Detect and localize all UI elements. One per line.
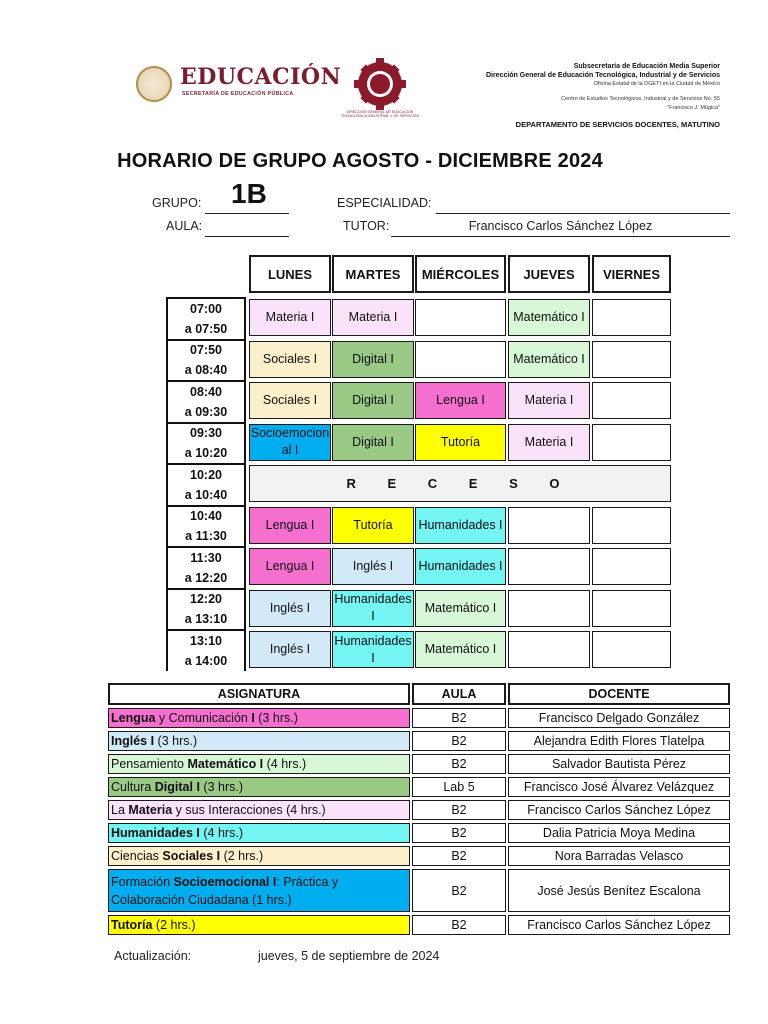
subject-text: Cultura [111, 780, 155, 794]
header-line-4: Centro de Estudios Tecnológicos, Industrial y de Servicios No. 55 [561, 96, 720, 102]
empty-cell [508, 590, 590, 627]
empty-cell [592, 341, 671, 378]
especialidad-label: ESPECIALIDAD: [337, 196, 432, 210]
logo-subtitle: SECRETARÍA DE EDUCACIÓN PÚBLICA [182, 91, 294, 97]
docente-cell: Alejandra Edith Flores Tlatelpa [508, 731, 730, 751]
subject-name [111, 916, 196, 934]
class-cell: Inglés I [249, 631, 331, 668]
day-header-4: VIERNES [592, 255, 671, 293]
subject-text: (3 hrs.) [254, 711, 298, 725]
subject-cell [108, 800, 410, 820]
dgeti-logo [336, 58, 424, 122]
time-slot-label: 13:10 a 14:00 [184, 633, 228, 668]
legend-header-0: ASIGNATURA [108, 683, 410, 705]
subject-keyword: Inglés I [111, 734, 155, 748]
grupo-label: GRUPO: [152, 196, 202, 210]
time-slot-label: 11:30 a 12:20 [184, 550, 228, 585]
subject-name [111, 801, 326, 819]
aula-cell: B2 [412, 869, 506, 912]
docente-cell: Dalia Patricia Moya Medina [508, 823, 730, 843]
class-cell: Matemático I [415, 631, 506, 668]
header-line-3: Oficina Estatal de la DGETI en la Ciudad de México [593, 81, 720, 87]
subject-text: Pensamiento [111, 757, 188, 771]
class-cell: Matemático I [415, 590, 506, 627]
empty-cell [508, 548, 590, 585]
header-line-1: Subsecretaría de Educación Media Superior [573, 63, 720, 70]
empty-cell [592, 382, 671, 419]
subject-text: (3 hrs.) [154, 734, 198, 748]
docente-cell: Francisco Delgado González [508, 708, 730, 728]
subject-text: (3 hrs.) [199, 780, 243, 794]
subject-name [111, 847, 263, 865]
class-cell: Digital I [332, 382, 414, 419]
class-cell: Materia I [332, 299, 414, 336]
time-slot-label: 10:20 a 10:40 [184, 467, 228, 502]
class-cell: Matemático I [508, 341, 590, 378]
empty-cell [415, 341, 506, 378]
legend-header-1: AULA [412, 683, 506, 705]
docente-cell: Francisco Carlos Sánchez López [508, 915, 730, 935]
time-slot [166, 339, 246, 381]
especialidad-field [436, 196, 730, 214]
update-date: jueves, 5 de septiembre de 2024 [258, 949, 440, 963]
grupo-field [205, 178, 289, 214]
time-slot [166, 463, 246, 505]
subject-text: (2 hrs.) [220, 849, 264, 863]
aula-cell: B2 [412, 823, 506, 843]
subject-cell [108, 846, 410, 866]
class-cell: Sociales I [249, 341, 331, 378]
aula-cell: B2 [412, 754, 506, 774]
class-cell: Tutoría [415, 424, 506, 461]
class-cell: Lengua I [415, 382, 506, 419]
docente-cell: Francisco José Álvarez Velázquez [508, 777, 730, 797]
subject-cell [108, 869, 410, 912]
time-slot [166, 505, 246, 547]
grupo-value: 1B [231, 178, 267, 209]
class-cell: Digital I [332, 424, 414, 461]
subject-text: y Comunicación [155, 711, 252, 725]
class-cell: Materia I [508, 424, 590, 461]
class-cell: Materia I [249, 299, 331, 336]
subject-keyword: Humanidades I [111, 826, 200, 840]
legend-header-2: DOCENTE [508, 683, 730, 705]
gear-icon [336, 58, 424, 110]
subject-text: y sus Interacciones (4 hrs.) [172, 803, 326, 817]
subject-name [111, 755, 306, 773]
time-slot [166, 588, 246, 630]
national-seal-icon [136, 66, 172, 102]
class-cell: Socioemocional I [249, 424, 331, 461]
class-cell: Digital I [332, 341, 414, 378]
time-slot-label: 09:30 a 10:20 [184, 426, 228, 461]
subject-keyword: I [251, 711, 255, 725]
subject-keyword: Socioemocional I [173, 874, 277, 889]
subject-text: La [111, 803, 129, 817]
subject-name [111, 732, 197, 750]
time-slot-label: 07:00 a 07:50 [184, 301, 228, 336]
institution-header [420, 62, 720, 129]
class-cell: Sociales I [249, 382, 331, 419]
page-title: HORARIO DE GRUPO AGOSTO - DICIEMBRE 2024 [117, 150, 603, 172]
subject-cell [108, 823, 410, 843]
aula-field [205, 219, 289, 237]
class-cell: Tutoría [332, 507, 414, 544]
subject-name [111, 873, 409, 909]
educacion-logo [136, 64, 342, 104]
aula-cell: B2 [412, 800, 506, 820]
header-line-2: Dirección General de Educación Tecnológica, Industrial y de Servicios [485, 72, 720, 79]
empty-cell [592, 548, 671, 585]
subject-keyword: Matemático I [187, 757, 264, 771]
docente-cell: José Jesús Benítez Escalona [508, 869, 730, 912]
class-cell: Matemático I [508, 299, 590, 336]
subject-text: (4 hrs.) [199, 826, 243, 840]
subject-cell [108, 754, 410, 774]
logo-word: EDUCACIÓN [180, 64, 342, 90]
tutor-label: TUTOR: [343, 219, 390, 233]
time-slot-label: 12:20 a 13:10 [184, 592, 228, 627]
header-line-5: "Francisco J. Múgica" [667, 105, 720, 111]
class-cell: Humanidades I [332, 631, 414, 668]
class-cell: Humanidades I [332, 590, 414, 627]
time-slot [166, 629, 246, 671]
subject-name [111, 824, 243, 842]
update-label: Actualización: [114, 949, 192, 963]
receso-banner: R E C E S O [249, 465, 671, 502]
class-cell: Lengua I [249, 507, 331, 544]
subject-cell [108, 777, 410, 797]
subject-text: (4 hrs.) [263, 757, 307, 771]
class-cell: Inglés I [249, 590, 331, 627]
subject-cell [108, 915, 410, 935]
subject-text: (2 hrs.) [152, 918, 196, 932]
time-slot [166, 546, 246, 588]
subject-keyword: Tutoría [111, 918, 153, 932]
class-cell: Inglés I [332, 548, 414, 585]
empty-cell [592, 299, 671, 336]
empty-cell [415, 299, 506, 336]
class-cell: Humanidades I [415, 507, 506, 544]
aula-cell: Lab 5 [412, 777, 506, 797]
day-header-3: JUEVES [508, 255, 590, 293]
aula-cell: B2 [412, 731, 506, 751]
empty-cell [508, 507, 590, 544]
aula-cell: B2 [412, 915, 506, 935]
aula-cell: B2 [412, 846, 506, 866]
empty-cell [592, 507, 671, 544]
subject-keyword: Materia [128, 803, 173, 817]
docente-cell: Salvador Bautista Pérez [508, 754, 730, 774]
time-slot [166, 422, 246, 464]
time-slot-label: 08:40 a 09:30 [184, 384, 228, 419]
subject-keyword: Digital I [154, 780, 200, 794]
subject-text: Ciencias [111, 849, 163, 863]
empty-cell [592, 424, 671, 461]
empty-cell [508, 631, 590, 668]
day-header-0: LUNES [249, 255, 331, 293]
subject-text: Formación [111, 874, 174, 889]
subject-cell [108, 708, 410, 728]
tutor-value: Francisco Carlos Sánchez López [391, 219, 730, 237]
subject-text: : Práctica y Colaboración Ciudadana (1 hrs.) [111, 874, 339, 907]
class-cell: Humanidades I [415, 548, 506, 585]
time-slot-label: 07:50 a 08:40 [184, 343, 228, 378]
class-cell: Materia I [508, 382, 590, 419]
aula-label: AULA: [166, 219, 203, 233]
department-name: DEPARTAMENTO DE SERVICIOS DOCENTES, MATUTINO [515, 120, 720, 129]
day-header-1: MARTES [332, 255, 414, 293]
day-header-2: MIÉRCOLES [415, 255, 506, 293]
subject-cell [108, 731, 410, 751]
empty-cell [592, 590, 671, 627]
subject-name [111, 709, 298, 727]
empty-cell [592, 631, 671, 668]
aula-cell: B2 [412, 708, 506, 728]
subject-keyword: Lengua [111, 711, 156, 725]
class-cell: Lengua I [249, 548, 331, 585]
docente-cell: Nora Barradas Velasco [508, 846, 730, 866]
time-slot [166, 380, 246, 422]
time-slot-label: 10:40 a 11:30 [185, 509, 227, 544]
docente-cell: Francisco Carlos Sánchez López [508, 800, 730, 820]
time-slot [166, 297, 246, 339]
dgeti-caption: DIRECCIÓN GENERAL DE EDUCACIÓN TECNOLÓGICA INDUSTRIAL Y DE SERVICIOS [341, 110, 419, 118]
subject-keyword: Sociales I [162, 849, 221, 863]
subject-name [111, 778, 243, 796]
